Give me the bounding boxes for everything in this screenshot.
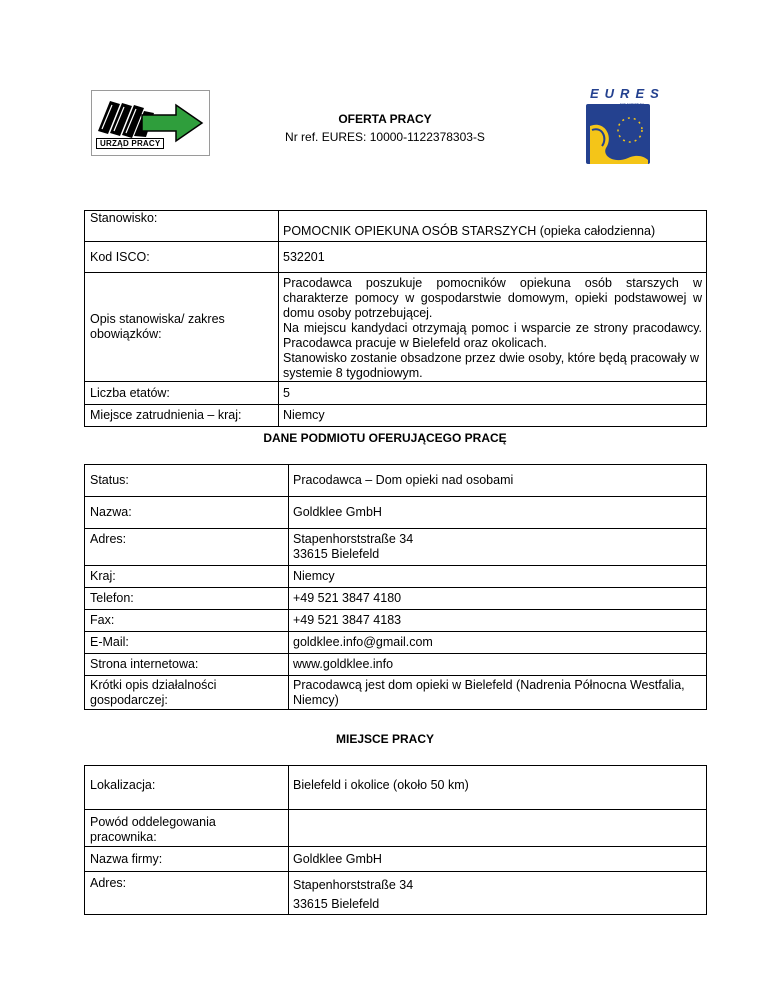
eures-logo-subtext: THE EUROPEAN JOB MOBILITY PORTAL [620,102,644,112]
employer-country-label: Kraj: [85,566,289,588]
table-row [85,872,707,915]
page-title: OFERTA PRACY [338,112,432,126]
employer-table [84,464,707,710]
workplace-address-label: Adres: [85,872,289,915]
table-row [85,654,707,676]
company-label: Nazwa firmy: [85,847,289,872]
urzad-pracy-logo [91,90,210,156]
table-row [85,211,707,242]
business-description-label: Krótki opis działalności gospodarczej: [85,676,289,710]
address-line: 33615 Bielefeld [293,897,380,911]
employer-heading: DANE PODMIOTU OFERUJĄCEGO PRACĘ [263,431,507,445]
table-row [85,382,707,405]
address-line: 33615 Bielefeld [293,547,380,561]
status-value: Pracodawca – Dom opieki nad osobami [289,465,707,497]
table-row [85,465,707,497]
website-label: Strona internetowa: [85,654,289,676]
phone-value: +49 521 3847 4180 [289,588,707,610]
table-row [85,588,707,610]
position-label: Stanowisko: [85,211,279,242]
name-label: Nazwa: [85,497,289,529]
website-value[interactable]: www.goldklee.info [289,654,707,676]
location-value: Bielefeld i okolice (około 50 km) [289,766,707,810]
name-value: Goldklee GmbH [289,497,707,529]
workplace-address-value [289,872,707,915]
table-row [85,497,707,529]
address-line: Stapenhorststraße 34 [293,532,414,546]
email-value[interactable]: goldklee.info@gmail.com [289,632,707,654]
urzad-pracy-logo-text: URZĄD PRACY [96,138,164,149]
description-label: Opis stanowiska/ zakres obowiązków: [85,273,279,382]
location-label: Lokalizacja: [85,766,289,810]
isco-label: Kod ISCO: [85,242,279,273]
table-row [85,529,707,566]
fax-label: Fax: [85,610,289,632]
table-row [85,847,707,872]
email-label: E-Mail: [85,632,289,654]
country-label: Miejsce zatrudnienia – kraj: [85,405,279,427]
description-paragraph: Pracodawca poszukuje pomocników opiekuna osób starszych w charakterze pomocy w gospodarstwie domowym, opieki podstawowej w domu osoby potrzebującej. [283,276,702,320]
phone-label: Telefon: [85,588,289,610]
isco-value: 532201 [279,242,707,273]
address-value [289,529,707,566]
job-table [84,210,707,427]
table-row [85,810,707,847]
workplace-table [84,765,707,915]
reason-label: Powód oddelegowania pracownika: [85,810,289,847]
table-row [85,273,707,382]
posts-value: 5 [279,382,707,405]
table-row [85,632,707,654]
reference-number: Nr ref. EURES: 10000-1122378303-S [285,130,485,144]
table-row [85,405,707,427]
table-row [85,766,707,810]
reason-value [289,810,707,847]
eures-logo [584,86,665,170]
eures-logo-text: EURES [590,86,665,101]
employer-country-value: Niemcy [289,566,707,588]
description-paragraph: Stanowisko zostanie obsadzone przez dwie osoby, które będą pracowały w systemie 8 tygodniowym. [283,351,699,380]
business-description-value: Pracodawcą jest dom opieki w Bielefeld (Nadrenia Północna Westfalia, Niemcy) [289,676,707,710]
description-paragraph: Na miejscu kandydaci otrzymają pomoc i wsparcie ze strony pracodawcy. Pracodawca pracuje w Bielefeld oraz okolicach. [283,321,702,350]
workplace-heading: MIEJSCE PRACY [335,732,435,746]
table-row [85,676,707,710]
posts-label: Liczba etatów: [85,382,279,405]
status-label: Status: [85,465,289,497]
table-row [85,566,707,588]
address-line: Stapenhorststraße 34 [293,878,414,892]
table-row [85,610,707,632]
fax-value: +49 521 3847 4183 [289,610,707,632]
address-label: Adres: [85,529,289,566]
description-value [279,273,707,382]
country-value: Niemcy [279,405,707,427]
table-row [85,242,707,273]
company-value: Goldklee GmbH [289,847,707,872]
position-value: POMOCNIK OPIEKUNA OSÓB STARSZYCH (opieka całodzienna) [279,211,707,242]
